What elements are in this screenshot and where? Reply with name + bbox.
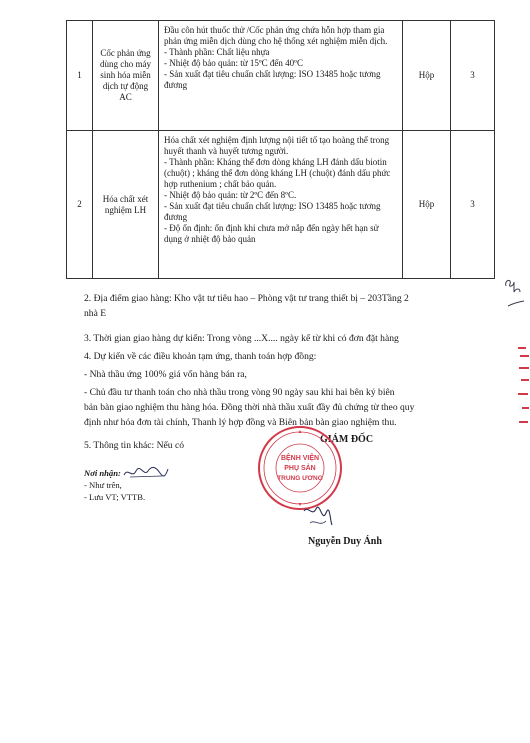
item-name: Cốc phản ứng dùng cho máy sinh hóa miễn dịch tự động AC [93,21,159,131]
hospital-stamp [257,425,343,511]
delivery-time: 3. Thời gian giao hàng dự kiến: Trong vòng ...X.... ngày kể từ khi có đơn đặt hàng [84,333,399,344]
payment-paragraph-line: bản bàn giao nghiệm thu hàng hóa. Đồng thời nhà thầu xuất đầy đủ chứng từ theo quy [84,402,415,413]
director-name: Nguyễn Duy Ánh [308,536,382,547]
description-line: - Sản xuất đạt tiêu chuẩn chất lượng: ISO 13485 hoặc tương đương [164,69,381,90]
description-line: - Thành phần: Chất liệu nhựa [164,47,270,57]
table-row [67,21,495,131]
initials-signature [122,463,170,483]
stamp-line-2: PHỤ SẢN [284,465,316,472]
description-line: Hóa chất xét nghiệm định lượng nội tiết tố tạo hoàng thể trong huyết thanh và huyết tương người. [164,135,390,156]
item-quantity: 3 [451,131,495,279]
items-table [66,20,495,279]
stamp-line-3: TRUNG ƯƠNG [277,475,323,482]
payment-terms-heading: 4. Dự kiến về các điều khoản tạm ứng, thanh toán hợp đồng: [84,351,317,362]
delivery-place-line: 2. Địa điểm giao hàng: Kho vật tư tiêu hao – Phòng vật tư trang thiết bị – 203Tầng 2 [84,293,409,304]
description-line: - Nhiệt độ bảo quản: từ 2ºC đến 8ºC. [164,190,297,200]
stamp-line-1: BỆNH VIỆN [280,455,320,462]
director-signature [300,503,336,531]
recipient-title: Nơi nhận: [84,468,121,478]
item-unit: Hộp [403,131,451,279]
delivery-place-line: nhà E [84,308,107,319]
margin-handwriting [502,276,528,312]
description-line: - Độ ổn định: ổn định khi chưa mở nắp đến ngày hết hạn sử dụng ở nhiệt độ bảo quản [164,223,379,244]
row-number: 2 [67,131,93,279]
row-number: 1 [67,21,93,131]
description-line: - Nhiệt độ bảo quản: từ 15ºC đến 40ºC [164,58,303,68]
description-line: - Sản xuất đạt tiêu chuẩn chất lượng: ISO 13485 hoặc tương đương [164,201,381,222]
table-row [67,131,495,279]
item-name: Hóa chất xét nghiệm LH [93,131,159,279]
edge-stamp-fragment [516,338,530,448]
item-quantity: 3 [451,21,495,131]
description-line: Đầu côn hút thuốc thử /Cốc phản ứng chứa hỗn hợp tham gia phản ứng miễn dịch dùng cho hệ thống xét nghiệm miễn dịch. [164,25,388,46]
recipient-line: - Như trên, [84,480,122,490]
item-unit: Hộp [403,21,451,131]
item-description [159,21,403,131]
recipient-line: - Lưu VT; VTTB. [84,492,146,502]
payment-paragraph-line: định như hóa đơn tài chính, Thanh lý hợp đồng và Biên bản bàn giao nghiệm thu. [84,417,397,428]
item-description [159,131,403,279]
director-title: GIÁM ĐỐC [320,434,374,445]
payment-paragraph-line: - Chủ đầu tư thanh toán cho nhà thầu trong vòng 90 ngày sau khi hai bên ký biên [84,387,395,398]
advance-payment: - Nhà thầu ứng 100% giá vốn hàng bán ra, [84,369,247,380]
other-info: 5. Thông tin khác: Nếu có [84,440,185,451]
description-line: - Thành phần: Kháng thể đơn dòng kháng LH đánh dấu biotin (chuột) ; kháng thể đơn dòng kháng LH (chuột) đánh dấu phức hợp ruthenium ; chất bảo quản. [164,157,391,189]
payment-paragraph [84,385,464,430]
delivery-place [84,291,464,321]
